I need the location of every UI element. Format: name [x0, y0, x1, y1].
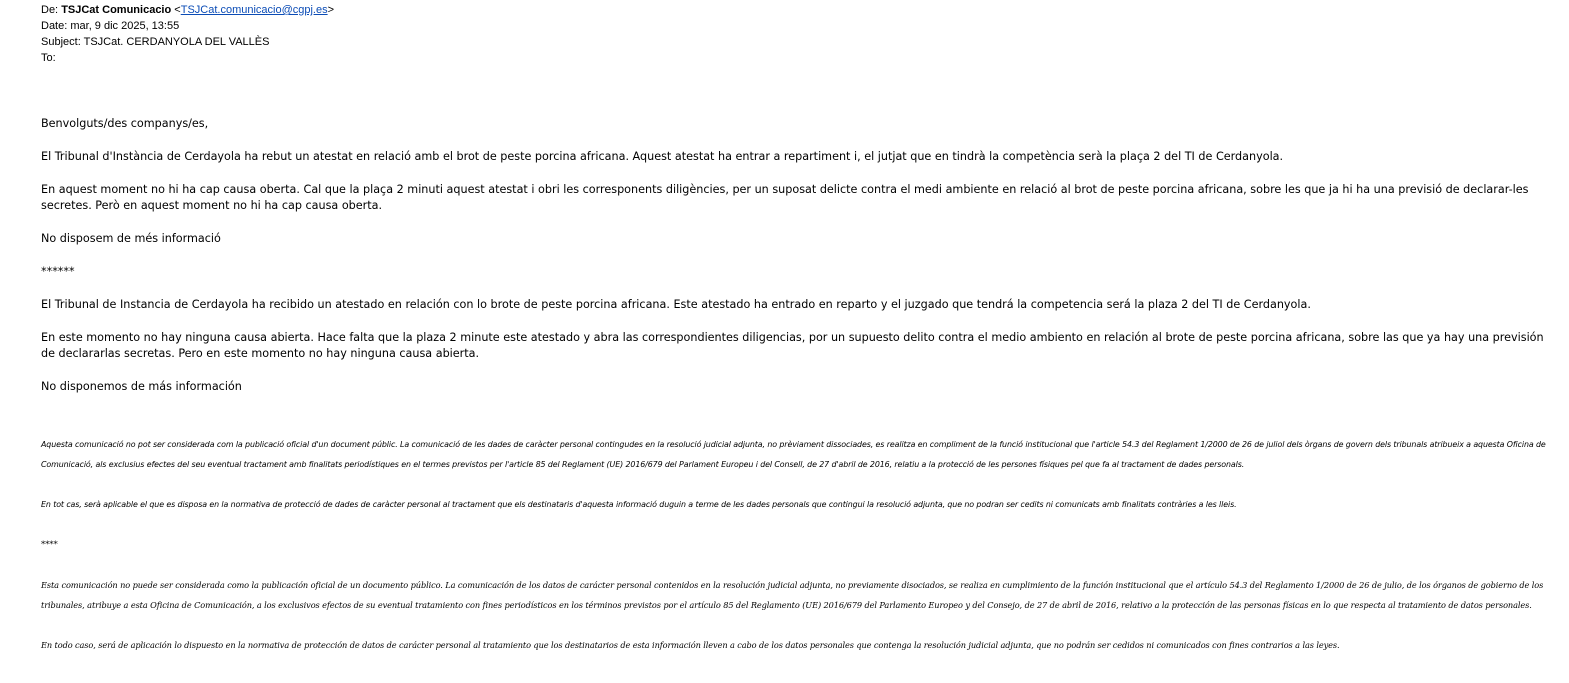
catalan-privacy-notice: En tot cas, serà aplicable el que es disposa en la normativa de protecció de dades de caràcter personal al tractament que els destinataris d'aquesta informació duguin a terme de les dades personals que contingui la resolució adjunta, que no podran ser cedits ni comunicats amb finalitats contràries a les lleis.: [41, 500, 1237, 509]
date-value: mar, 9 dic 2025, 13:55: [70, 20, 180, 32]
subject-label: Subject:: [41, 36, 81, 48]
catalan-paragraph-1: El Tribunal d'Instància de Cerdayola ha rebut un atestat en relació amb el brot de peste porcina africana. Aquest atestat ha entrar a repartiment i, el jutjat que en tindrà la competència serà la plaça 2 del TI de Cerdanyola.: [41, 150, 1284, 163]
email-body: [41, 116, 1557, 395]
footer-separator-text: ****: [41, 540, 58, 550]
date-label: Date:: [41, 20, 68, 32]
subject-value: TSJCat. CERDANYOLA DEL VALLÈS: [83, 36, 270, 48]
spanish-paragraph-3: No disponemos de más información: [41, 380, 242, 393]
sender-email-close: >: [327, 4, 335, 16]
catalan-paragraph-3: No disposem de més informació: [41, 232, 221, 245]
footer-separator: [41, 535, 1561, 555]
sender-email-link[interactable]: TSJCat.comunicacio@cgpj.es: [180, 4, 328, 16]
footer-catalan-notice: [41, 435, 1561, 475]
language-separator: ******: [41, 265, 75, 278]
catalan-paragraph-2: En aquest moment no hi ha cap causa oberta. Cal que la plaça 2 minuti aquest atestat i obri les corresponents diligències, per un suposat delicte contra el medi ambiente en relació al brot de peste porcina africana, sobre les que ja hi ha una previsió de declarar-les secretes. Però en aquest moment no hi ha cap causa oberta.: [41, 183, 1529, 212]
to-row: [41, 50, 334, 66]
to-label: To:: [41, 52, 56, 64]
footer-spanish-privacy: [41, 635, 1561, 655]
email-header: [41, 2, 334, 66]
spanish-paragraph-1: El Tribunal de Instancia de Cerdayola ha recibido un atestado en relación con lo brote de peste porcina africana. Este atestado ha entrado en reparto y el juzgado que tendrá la competencia será la plaza 2 del TI de Cerdanyola.: [41, 298, 1311, 311]
spanish-paragraph-2: En este momento no hay ninguna causa abierta. Hace falta que la plaza 2 minute este atestado y abra las correspondientes diligencias, por un supuesto delito contra el medio ambiento en relación al brote de peste porcina africana, sobre las que ya hay una previsión de declararlas secretas. Pero en este momento no hay ninguna causa abierta.: [41, 331, 1544, 360]
spanish-privacy-notice: En todo caso, será de aplicación lo dispuesto en la normativa de protección de datos de carácter personal al tratamiento que los destinatarios de esta información lleven a cabo de los datos personales que contenga la resolución judicial adjunta, que no podrán ser cedidos ni comunicados con fines contrarios a las leyes.: [41, 640, 1340, 650]
subject-row: [41, 34, 334, 50]
from-row: [41, 2, 334, 18]
footer-catalan-privacy: [41, 495, 1561, 515]
date-row: [41, 18, 334, 34]
spanish-legal-notice: Esta comunicación no puede ser considerada como la publicación oficial de un documento público. La comunicación de los datos de carácter personal contenidos en la resolución judicial adjunta, no previamente disociados, se realiza en cumplimiento de la función institucional que el artículo 54.3 del Reglamento 1/2000 de 26 de julio, de los órganos de gobierno de los tribunales, atribuye a esta Oficina de Comunicación, a los exclusivos efectos de su eventual tratamiento con fines periodísticos en los términos previstos por el artículo 85 del Reglamento (UE) 2016/679 del Parlamento Europeo y del Consejo, de 27 de abril de 2016, relativo a la protección de las personas físicas en lo que respecta al tratamiento de datos personales.: [41, 580, 1544, 610]
catalan-legal-notice: Aquesta comunicació no pot ser considerada com la publicació oficial d'un document públic. La comunicació de les dades de caràcter personal contingudes en la resolució judicial adjunta, no prèviament dissociades, es realitza en compliment de la funció institucional que l'article 54.3 del Reglament 1/2000 de 26 de juliol dels òrgans de govern dels tribunals atribueix a aquesta Oficina de Comunicació, als exclusius efectes del seu eventual tractament amb finalitats periodístiques en el termes previstos per l'article 85 del Reglament (UE) 2016/679 del Parlament Europeu i del Consell, de 27 d'abril de 2016, relatiu a la protecció de les persones físiques pel que fa al tractament de dades personals.: [41, 440, 1546, 469]
sender-email-open: <: [174, 4, 181, 16]
from-label: De:: [41, 4, 59, 16]
sender-name: TSJCat Comunicacio: [61, 4, 172, 16]
greeting: Benvolguts/des companys/es,: [41, 117, 209, 130]
footer-spanish-notice: [41, 575, 1561, 615]
